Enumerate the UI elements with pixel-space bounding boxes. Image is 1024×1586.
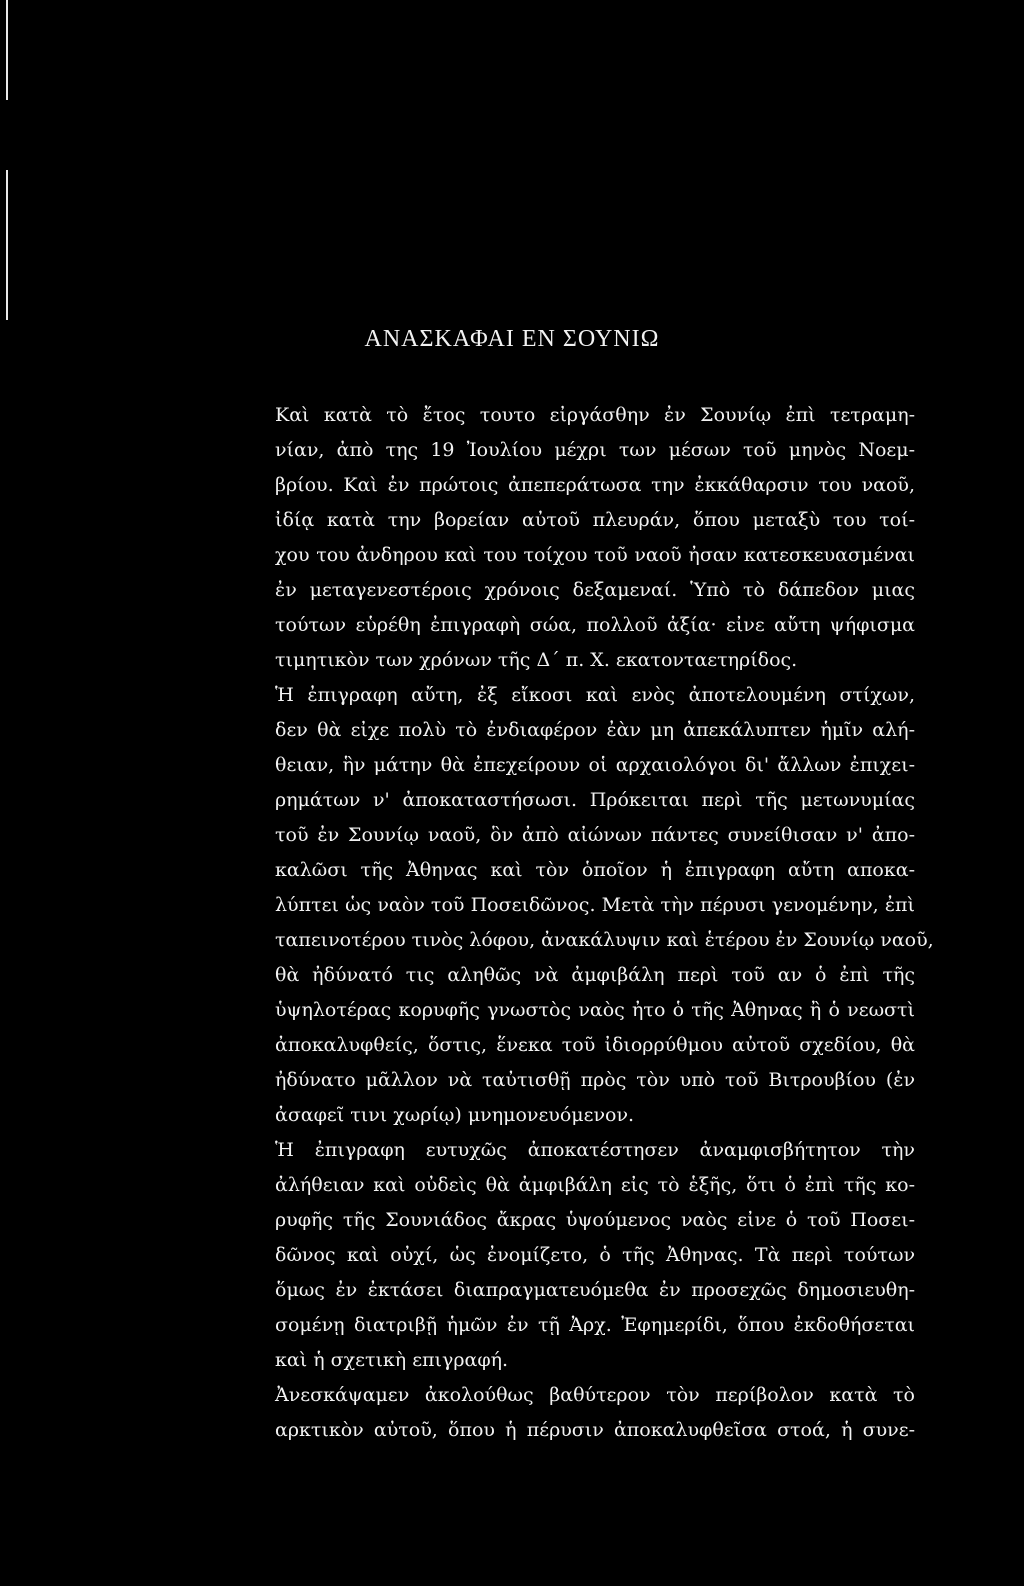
text-line: ἐν μεταγενεστέροις χρόνοις δεξαμεναί. Ὑπὸ τὸ δάπεδον μιας <box>275 579 915 601</box>
text-line: βρίου. Καὶ ἐν πρώτοις ἀπεπεράτωσα την ἐκκάθαρσιν του ναοῦ, <box>275 474 915 496</box>
text-line: Καὶ κατὰ τὸ ἔτος τουτο εἰργάσθην ἐν Σουνίῳ ἐπὶ τετραμη- <box>275 404 915 426</box>
text-line: Ἀνεσκάψαμεν ἀκολούθως βαθύτερον τὸν περίβολον κατὰ τὸ <box>275 1384 915 1406</box>
scan-edge-line <box>6 0 8 100</box>
text-line: τούτων εὑρέθη ἐπιγραφὴ σώα, πολλοῦ ἀξία· εἰνε αὔτη ψήφισμα <box>275 614 915 636</box>
text-line: θὰ ἠδύνατό τις αληθῶς νὰ ἀμφιβάλη περὶ τοῦ αν ὁ ἐπὶ τῆς <box>275 964 915 986</box>
text-line: ἠδύνατο μᾶλλον νὰ ταὐτισθῇ πρὸς τὸν υπὸ τοῦ Βιτρουβίου (ἐν <box>275 1069 915 1091</box>
text-line: δῶνος καὶ οὐχί, ὡς ἐνομίζετο, ὁ τῆς Ἀθηνας. Τὰ περὶ τούτων <box>275 1244 915 1266</box>
page-title: ΑΝΑΣΚΑΦΑΙ ΕΝ ΣΟΥΝΙΩ <box>364 326 660 352</box>
text-line: ταπεινοτέρου τινὸς λόφου, ἀνακάλυψιν καὶ ἑτέρου ἐν Σουνίῳ ναοῦ, <box>275 929 934 951</box>
text-line: ἰδίᾳ κατὰ την βορείαν αὐτοῦ πλευράν, ὅπου μεταξὺ του τοί- <box>275 509 915 531</box>
text-line: νίαν, ἀπὸ της 19 Ἰουλίου μέχρι των μέσων τοῦ μηνὸς Νοεμ- <box>275 439 915 461</box>
text-line: Ἡ ἐπιγραφη ευτυχῶς ἀποκατέστησεν ἀναμφισβήτητον τὴν <box>275 1139 915 1161</box>
text-line: σομένῃ διατριβῇ ἡμῶν ἐν τῇ Ἀρχ. Ἐφημερίδι, ὅπου ἐκδοθήσεται <box>275 1314 915 1336</box>
text-line: ρυφῆς τῆς Σουνιάδος ἄκρας ὑψούμενος ναὸς εἰνε ὁ τοῦ Ποσει- <box>275 1209 915 1231</box>
text-line: καὶ ἡ σχετικὴ επιγραφή. <box>275 1349 509 1371</box>
text-line: Ἡ ἐπιγραφη αὔτη, ἐξ εἴκοσι καὶ ενὸς ἀποτελουμένη στίχων, <box>275 684 915 706</box>
text-line: τοῦ ἐν Σουνίῳ ναοῦ, ὃν ἀπὸ αἰώνων πάντες συνείθισαν ν' ἀπο- <box>275 824 915 846</box>
text-line: ἀλήθειαν καὶ οὐδεὶς θὰ ἀμφιβάλη εἰς τὸ ἑξῆς, ὅτι ὁ ἐπὶ τῆς κο- <box>275 1174 915 1196</box>
text-line: λύπτει ὡς ναὸν τοῦ Ποσειδῶνος. Μετὰ τὴν πέρυσι γενομένην, ἐπὶ <box>275 894 915 916</box>
text-line: αρκτικὸν αὐτοῦ, ὅπου ἡ πέρυσιν ἀποκαλυφθεῖσα στοά, ἡ συνε- <box>275 1419 915 1441</box>
text-line: ἀποκαλυφθείς, ὅστις, ἕνεκα τοῦ ἰδιορρύθμου αὐτοῦ σχεδίου, θὰ <box>275 1034 915 1056</box>
text-line: καλῶσι τῆς Ἀθηνας καὶ τὸν ὁποῖον ἡ ἐπιγραφη αὔτη αποκα- <box>275 859 915 881</box>
text-line: ρημάτων ν' ἀποκαταστήσωσι. Πρόκειται περὶ τῆς μετωνυμίας <box>275 789 915 811</box>
text-line: ἀσαφεῖ τινι χωρίῳ) μνημονευόμενον. <box>275 1104 635 1126</box>
text-line: δεν θὰ εἰχε πολὺ τὸ ἐνδιαφέρον ἐὰν μη ἀπεκάλυπτεν ἡμῖν αλή- <box>275 719 915 741</box>
scan-edge-line <box>6 170 8 320</box>
text-line: θειαν, ἣν μάτην θὰ ἐπεχείρουν οἱ αρχαιολόγοι δι' ἄλλων ἐπιχει- <box>275 754 915 776</box>
text-line: ὑψηλοτέρας κορυφῆς γνωστὸς ναὸς ἠτο ὁ τῆς Ἀθηνας ἢ ὁ νεωστὶ <box>275 999 915 1021</box>
body-text <box>275 398 934 1448</box>
text-line: τιμητικὸν των χρόνων τῆς Δ΄ π. Χ. εκατονταετηρίδος. <box>275 649 798 671</box>
text-line: ὅμως ἐν ἐκτάσει διαπραγματευόμεθα ἐν προσεχῶς δημοσιευθη- <box>275 1279 915 1301</box>
text-line: χου του ἀνδηρου καὶ του τοίχου τοῦ ναοῦ ἠσαν κατεσκευασμέναι <box>275 544 915 566</box>
